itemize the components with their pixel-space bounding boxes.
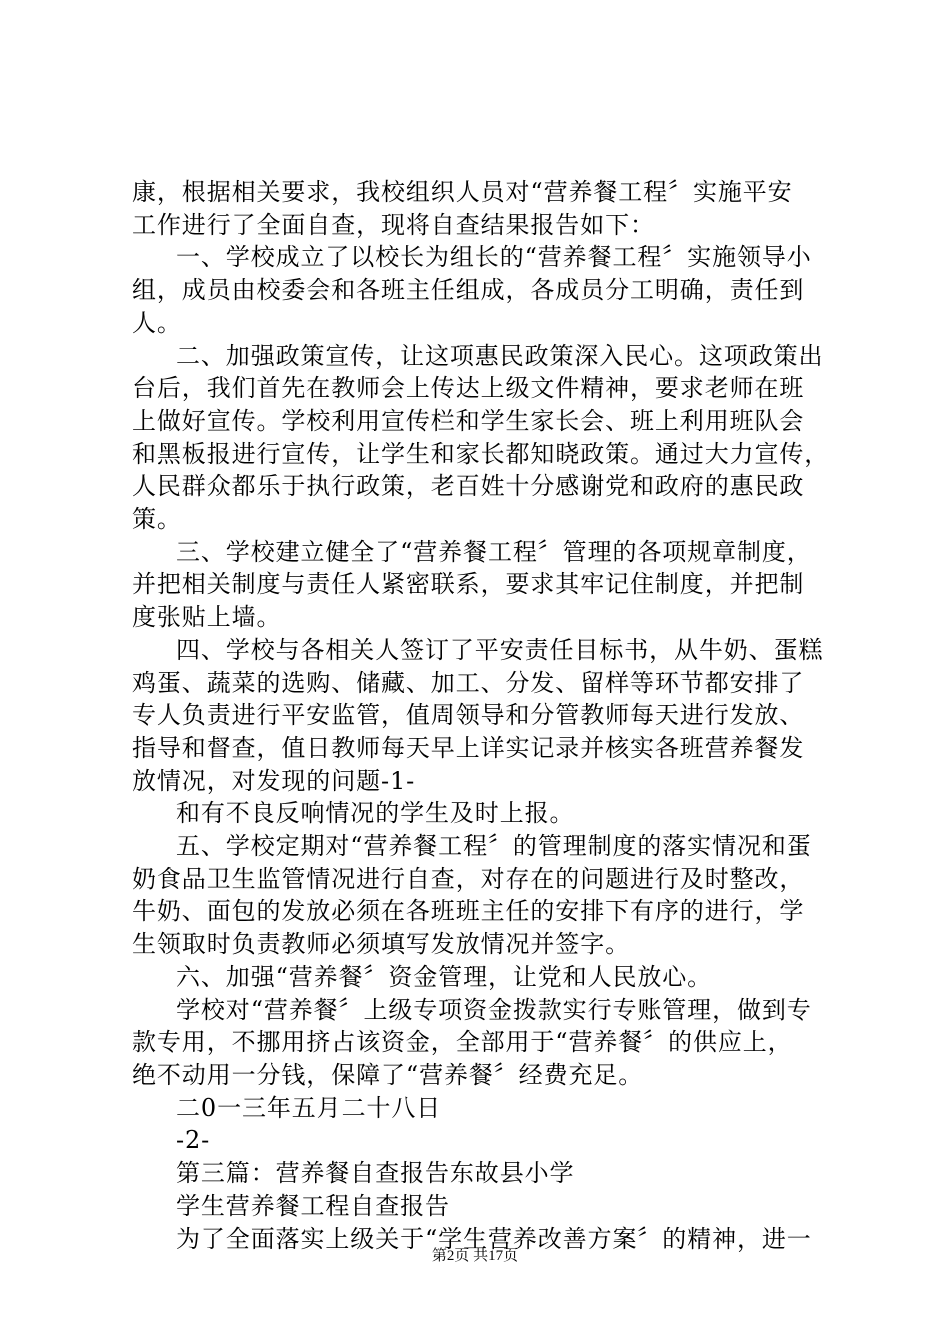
text-line: 三、学校建立健全了“营养餐工程〞管理的各项规章制度， [176, 537, 812, 566]
text-line: 五、学校定期对“营养餐工程〞的管理制度的落实情况和蛋 [176, 832, 812, 861]
text-line: 策。 [132, 505, 182, 534]
text-line: 和有不良反响情况的学生及时上报。 [176, 799, 575, 828]
page-footer [0, 1246, 950, 1266]
text-line: 学校对“营养餐〞上级专项资金拨款实行专账管理，做到专 [176, 995, 812, 1024]
text-line: 台后，我们首先在教师会上传达上级文件精神，要求老师在班 [132, 374, 805, 403]
text-line: 组，成员由校委会和各班主任组成，各成员分工明确，责任到 [132, 276, 805, 305]
text-line: 二0一三年五月二十八日 [176, 1093, 442, 1122]
text-line: 学生营养餐工程自查报告 [176, 1191, 450, 1220]
text-line: 六、加强“营养餐〞资金管理，让党和人民放心。 [176, 962, 713, 991]
text-line: 人民群众都乐于执行政策，老百姓十分感谢党和政府的惠民政 [132, 472, 805, 501]
text-line: 款专用，不挪用挤占该资金，全部用于“营养餐〞的供应上， [132, 1028, 793, 1057]
text-line: 并把相关制度与责任人紧密联系，要求其牢记住制度，并把制 [132, 570, 805, 599]
text-line: 生领取时负责教师必须填写发放情况并签字。 [132, 930, 630, 959]
text-line: 牛奶、面包的发放必须在各班班主任的安排下有序的进行，学 [132, 897, 805, 926]
text-line: 指导和督查，值日教师每天早上详实记录并核实各班营养餐发 [132, 733, 805, 762]
text-line: 人。 [132, 308, 182, 337]
text-line: 二、加强政策宣传，让这项惠民政策深入民心。这项政策出 [176, 341, 824, 370]
text-line: 工作进行了全面自查，现将自查结果报告如下： [132, 210, 655, 239]
text-line: 为了全面落实上级关于“学生营养改善方案〞的精神，进一 [176, 1224, 812, 1253]
text-line: 和黑板报进行宣传，让学生和家长都知晓政策。通过大力宣传， [132, 439, 830, 468]
text-line: 康，根据相关要求，我校组织人员对“营养餐工程〞实施平安 [132, 178, 793, 206]
page-number-label: 第2页 共17页 [431, 1248, 519, 1264]
text-line: 上做好宣传。学校利用宣传栏和学生家长会、班上利用班队会 [132, 406, 805, 435]
text-line: 放情况，对发现的问题-1- [132, 766, 416, 795]
text-line: 四、学校与各相关人签订了平安责任目标书，从牛奶、蛋糕 [176, 635, 824, 664]
text-line: 绝不动用一分钱，保障了“营养餐〞经费充足。 [132, 1060, 644, 1089]
text-line: -2- [176, 1126, 211, 1155]
text-line: 奶食品卫生监管情况进行自查，对存在的问题进行及时整改， [132, 864, 805, 893]
text-line: 第三篇：营养餐自查报告东故县小学 [176, 1159, 575, 1188]
text-line: 度张贴上墙。 [132, 603, 282, 632]
text-line: 一、学校成立了以校长为组长的“营养餐工程〞实施领导小 [176, 243, 812, 272]
text-line: 专人负责进行平安监管，值周领导和分管教师每天进行发放、 [132, 701, 805, 730]
document-body [132, 176, 832, 1255]
text-line: 鸡蛋、蔬菜的选购、储藏、加工、分发、留样等环节都安排了 [132, 668, 805, 697]
